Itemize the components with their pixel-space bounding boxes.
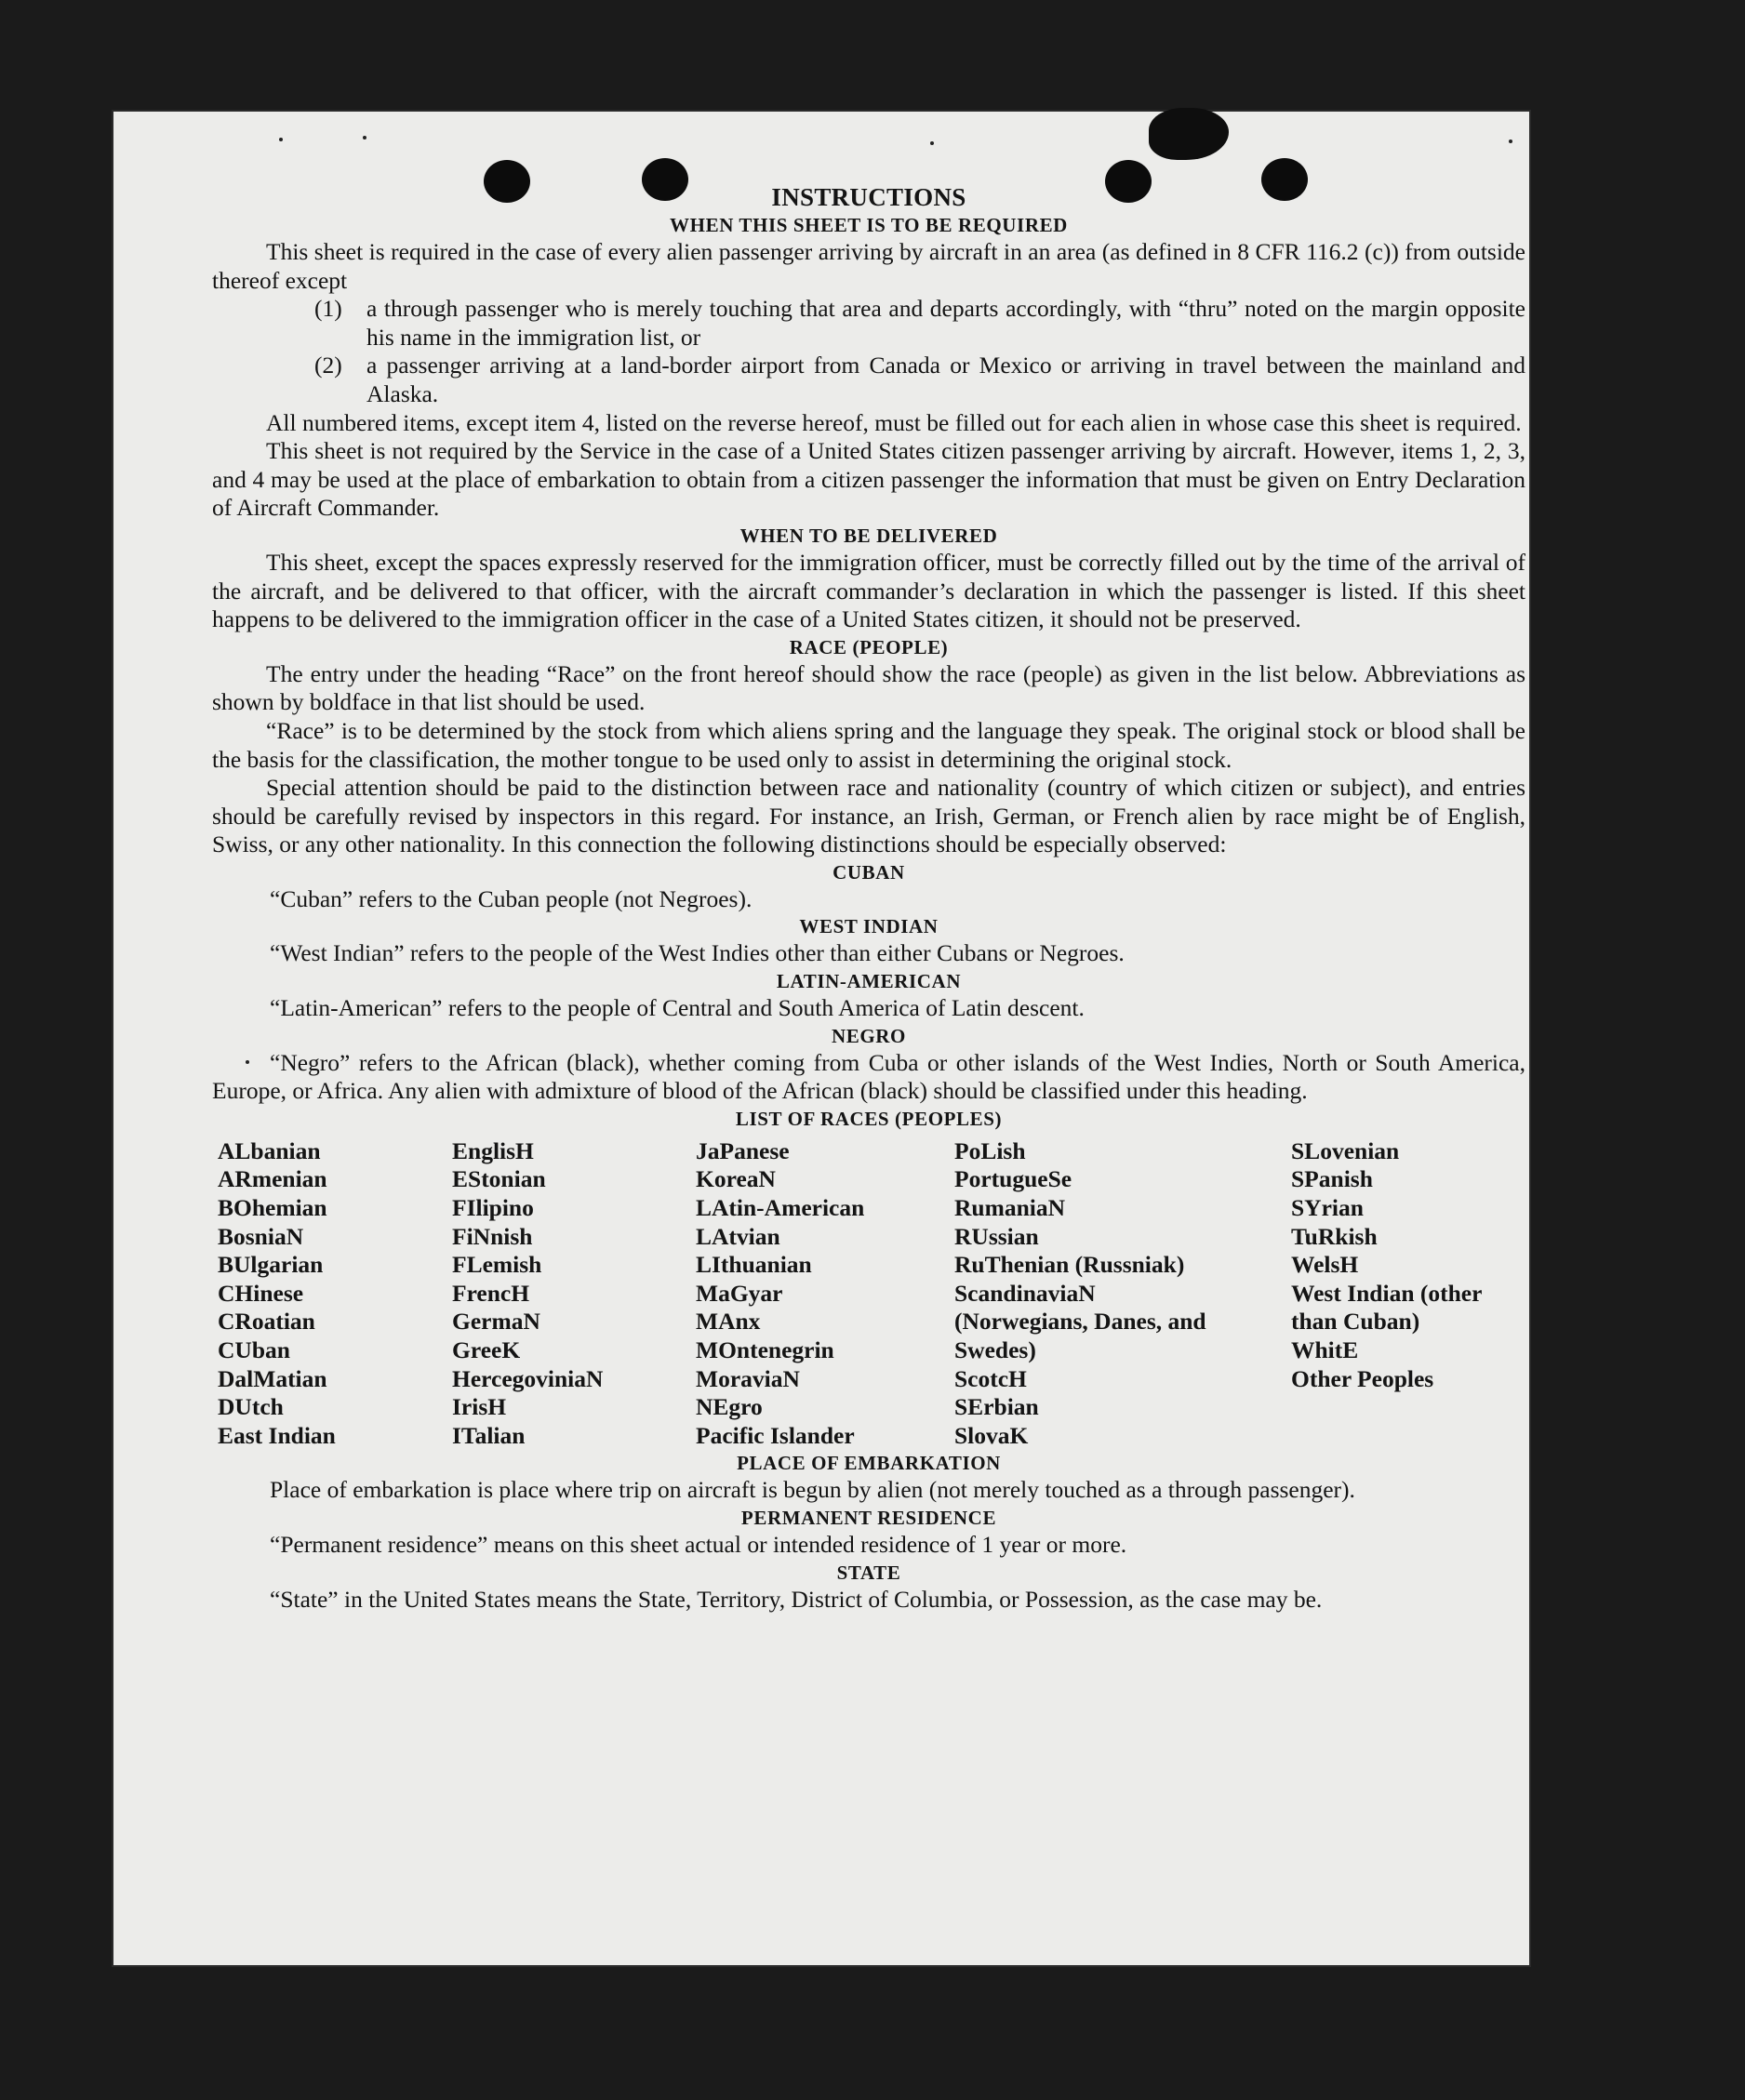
- race-entry: LAtvian: [696, 1222, 780, 1250]
- race-entry: EnglisH: [452, 1136, 534, 1164]
- list-item: [314, 352, 1525, 408]
- heading-when-required: WHEN THIS SHEET IS TO BE REQUIRED: [670, 214, 1068, 236]
- races-column: [218, 1137, 452, 1451]
- paragraph: “West Indian” refers to the people of the West Indies other than either Cubans or Negroes.: [270, 939, 1125, 967]
- heading-latin-american: LATIN-AMERICAN: [776, 970, 962, 993]
- heading-state: STATE: [836, 1561, 901, 1584]
- races-column: [954, 1137, 1291, 1451]
- heading-cuban: CUBAN: [833, 860, 905, 884]
- race-entry: ITalian: [452, 1421, 526, 1449]
- race-entry: SYrian: [1291, 1194, 1364, 1222]
- race-entry: DalMatian: [218, 1364, 327, 1392]
- race-entry: JaPanese: [696, 1136, 790, 1164]
- race-entry: MoraviaN: [696, 1364, 800, 1392]
- race-entry: MaGyar: [696, 1279, 783, 1307]
- race-entry: SErbian: [954, 1393, 1039, 1421]
- paragraph: “Cuban” refers to the Cuban people (not Negroes).: [270, 884, 753, 912]
- race-entry: BOhemian: [218, 1194, 327, 1222]
- paragraph: Place of embarkation is place where trip on aircraft is begun by alien (not merely touched as a through passenger).: [270, 1476, 1355, 1504]
- races-column: [452, 1137, 696, 1451]
- races-column: [1291, 1137, 1524, 1451]
- item-text: a through passenger who is merely touching that area and departs accordingly, with “thru” noted on the margin opposite his name in the immigration list, or: [366, 295, 1525, 351]
- race-entry: FIlipino: [452, 1194, 534, 1222]
- heading-negro: NEGRO: [831, 1024, 906, 1047]
- race-entry: FrencH: [452, 1279, 530, 1307]
- paragraph: “Permanent residence” means on this sheet actual or intended residence of 1 year or more.: [270, 1530, 1127, 1558]
- paragraph: “State” in the United States means the State, Territory, District of Columbia, or Possession, as the case may be.: [270, 1585, 1323, 1613]
- instructions-body: [212, 182, 1525, 1614]
- race-entry: WhitE: [1291, 1336, 1359, 1363]
- speck: [279, 138, 283, 141]
- race-entry: CHinese: [218, 1279, 304, 1307]
- race-entry: TuRkish: [1291, 1222, 1378, 1250]
- ink-stain: [1149, 108, 1229, 160]
- races-list: [212, 1137, 1525, 1451]
- race-entry: RumaniaN: [954, 1194, 1066, 1222]
- race-entry: CRoatian: [218, 1308, 315, 1336]
- heading-permanent-residence: PERMANENT RESIDENCE: [740, 1506, 997, 1529]
- race-entry: Pacific Islander: [696, 1421, 855, 1449]
- race-entry: BosniaN: [218, 1222, 304, 1250]
- race-entry: PortugueSe: [954, 1165, 1072, 1193]
- race-entry: PoLish: [954, 1136, 1026, 1164]
- race-entry: GermaN: [452, 1308, 540, 1336]
- race-entry: BUlgarian: [218, 1251, 324, 1279]
- document-page: [112, 110, 1531, 1967]
- paragraph: Special attention should be paid to the distinction between race and nationality (country of which citizen or subject), and entries should be carefully revised by inspectors in this regard. For instance, an Irish, German, or French alien by race might be of English, Swiss, or any other nationality. In this connection the following distinctions should be especially observed:: [212, 774, 1525, 858]
- race-entry: ALbanian: [218, 1136, 321, 1164]
- speck: [1509, 140, 1512, 143]
- race-entry: MOntenegrin: [696, 1336, 834, 1363]
- race-entry: NEgro: [696, 1393, 763, 1421]
- race-entry: WelsH: [1291, 1251, 1359, 1279]
- race-entry: LIthuanian: [696, 1251, 812, 1279]
- race-entry: SLovenian: [1291, 1136, 1400, 1164]
- race-entry: Other Peoples: [1291, 1364, 1434, 1392]
- item-number: (2): [314, 352, 342, 379]
- race-entry: LAtin-American: [696, 1194, 865, 1222]
- paragraph: All numbered items, except item 4, listed on the reverse hereof, must be filled out for each alien in whose case this sheet is required.: [266, 408, 1522, 436]
- race-entry: ScandinaviaN (Norwegians, Danes, and Swedes): [954, 1279, 1206, 1363]
- speck: [363, 136, 366, 140]
- heading-race: RACE (PEOPLE): [789, 635, 949, 658]
- item-text: a passenger arriving at a land-border airport from Canada or Mexico or arriving in travel between the mainland and Alaska.: [366, 352, 1525, 407]
- race-entry: ScotcH: [954, 1364, 1027, 1392]
- paragraph: This sheet is required in the case of every alien passenger arriving by aircraft in an area (as defined in 8 CFR 116.2 (c)) from outside thereof except: [212, 238, 1525, 294]
- race-entry: GreeK: [452, 1336, 521, 1363]
- race-entry: EStonian: [452, 1165, 546, 1193]
- paragraph: “Latin-American” refers to the people of Central and South America of Latin descent.: [270, 994, 1085, 1022]
- paragraph: “Race” is to be determined by the stock from which aliens spring and the language they speak. The original stock or blood shall be the basis for the classification, the mother tongue to be used only to assist in determining the original stock.: [212, 716, 1525, 773]
- heading-list-of-races: LIST OF RACES (PEOPLES): [735, 1107, 1003, 1130]
- heading-west-indian: WEST INDIAN: [799, 915, 939, 938]
- exceptions-list: [314, 295, 1525, 408]
- race-entry: HercegoviniaN: [452, 1364, 604, 1392]
- races-column: [696, 1137, 954, 1451]
- page-title: INSTRUCTIONS: [771, 183, 966, 211]
- race-entry: KoreaN: [696, 1165, 776, 1193]
- race-entry: SlovaK: [954, 1421, 1029, 1449]
- race-entry: FiNnish: [452, 1222, 533, 1250]
- speck: [930, 141, 934, 145]
- race-entry: ARmenian: [218, 1165, 327, 1193]
- race-entry: East Indian: [218, 1421, 336, 1449]
- heading-when-delivered: WHEN TO BE DELIVERED: [739, 524, 998, 547]
- race-entry: IrisH: [452, 1393, 507, 1421]
- race-entry: MAnx: [696, 1308, 761, 1336]
- paragraph: “Negro” refers to the African (black), whether coming from Cuba or other islands of the West Indies, North or South America, Europe, or Africa. Any alien with admixture of blood of the African (black) should be classified under this heading.: [212, 1048, 1525, 1105]
- paragraph: This sheet, except the spaces expressly reserved for the immigration officer, must be correctly filled out by the time of the arrival of the aircraft, and be delivered to that officer, with the aircraft commander’s declaration in which the passenger is listed. If this sheet happens to be delivered to the immigration officer in the case of a United States citizen, it should not be preserved.: [212, 548, 1525, 633]
- paragraph: The entry under the heading “Race” on the front hereof should show the race (people) as given in the list below. Abbreviations as shown by boldface in that list should be used.: [212, 659, 1525, 716]
- heading-embarkation: PLACE OF EMBARKATION: [737, 1452, 1001, 1475]
- race-entry: West Indian (other than Cuban): [1291, 1279, 1482, 1336]
- paragraph: This sheet is not required by the Service in the case of a United States citizen passenger arriving by aircraft. However, items 1, 2, 3, and 4 may be used at the place of embarkation to obtain from a citizen passenger the information that must be given on Entry Declaration of Aircraft Commander.: [212, 437, 1525, 522]
- race-entry: DUtch: [218, 1393, 284, 1421]
- race-entry: CUban: [218, 1336, 290, 1363]
- list-item: [314, 295, 1525, 352]
- race-entry: SPanish: [1291, 1165, 1373, 1193]
- race-entry: RUssian: [954, 1222, 1039, 1250]
- item-number: (1): [314, 295, 342, 323]
- race-entry: FLemish: [452, 1251, 542, 1279]
- race-entry: RuThenian (Russniak): [954, 1251, 1185, 1279]
